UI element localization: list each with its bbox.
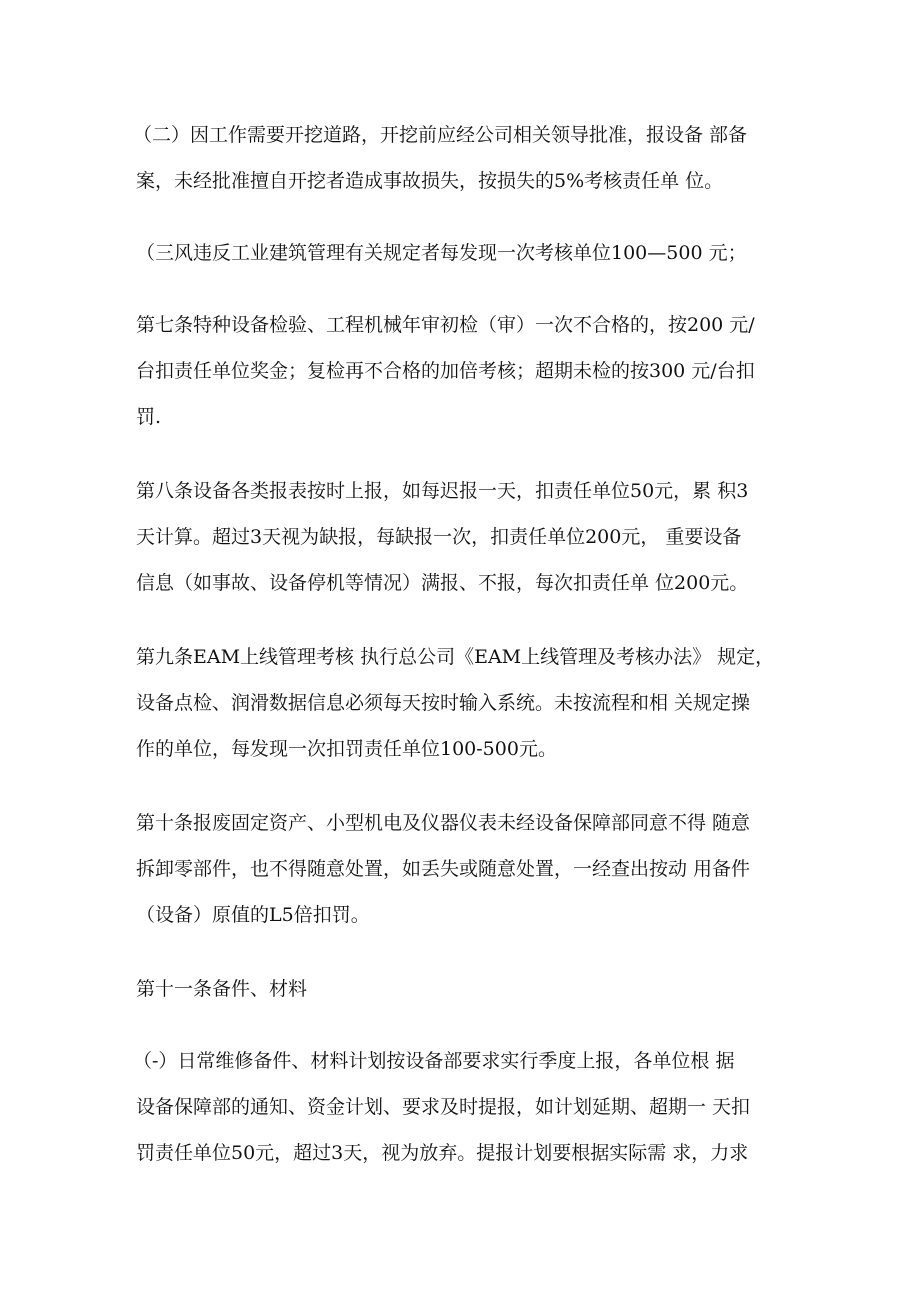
text-line: 设备保障部的通知、资金计划、要求及时提报，如计划延期、超期一 天扣 [136,1096,751,1118]
text-line: 第十条报废固定资产、小型机电及仪器仪表未经设备保障部同意不得 随意 [136,812,751,834]
paragraph-article-7 [136,302,796,440]
text-line: 设备点检、润滑数据信息必须每天按时输入系统。未按流程和相 关规定操 [136,692,751,714]
paragraph-excavation-approval [133,112,796,204]
text-line: 第七条特种设备检验、工程机械年审初检（审）一次不合格的，按200 元/ [136,314,755,336]
text-line: 罚责任单位50元，超过3天，视为放弃。提报计划要根据实际需 求，力求 [136,1142,749,1164]
text-line: 信息（如事故、设备停机等情况）满报、不报，每次扣责任单 位200元。 [136,572,749,594]
paragraph-building-regulations [136,230,796,276]
text-line: （设备）原值的L5倍扣罚。 [136,904,370,926]
paragraph-spare-parts-plan [133,1038,796,1176]
text-line: 天计算。超过3天视为缺报，每缺报一次，扣责任单位200元， 重要设备 [136,526,742,548]
text-line: 案，未经批准擅自开挖者造成事故损失，按损失的5%考核责任单 位。 [136,170,724,192]
text-line: 第九条EAM上线管理考核 执行总公司《EAM上线管理及考核办法》 规定， [136,646,775,668]
paragraph-article-11-heading [136,966,796,1012]
text-line: 拆卸零部件，也不得随意处置，如丢失或随意处置，一经查出按动 用备件 [136,858,751,880]
text-line: （二）因工作需要开挖道路，开挖前应经公司相关领导批准，报设备 部备 [133,124,748,146]
text-line: 作的单位，每发现一次扣罚责任单位100-500元。 [136,738,557,760]
text-line: 第八条设备各类报表按时上报，如每迟报一天，扣责任单位50元，累 积3 [136,480,749,502]
text-line: （三风违反工业建筑管理有关规定者每发现一次考核单位100—500 元； [136,242,747,264]
section-heading: 第十一条备件、材料 [136,978,308,1000]
text-line: （-）日常维修备件、材料计划按设备部要求实行季度上报，各单位根 据 [133,1050,735,1072]
text-line: 罚. [136,406,162,428]
paragraph-article-10 [136,800,796,938]
text-line: 台扣责任单位奖金；复检再不合格的加倍考核；超期未检的按300 元/台扣 [136,360,755,382]
paragraph-article-9 [136,634,796,772]
paragraph-article-8 [136,468,796,606]
